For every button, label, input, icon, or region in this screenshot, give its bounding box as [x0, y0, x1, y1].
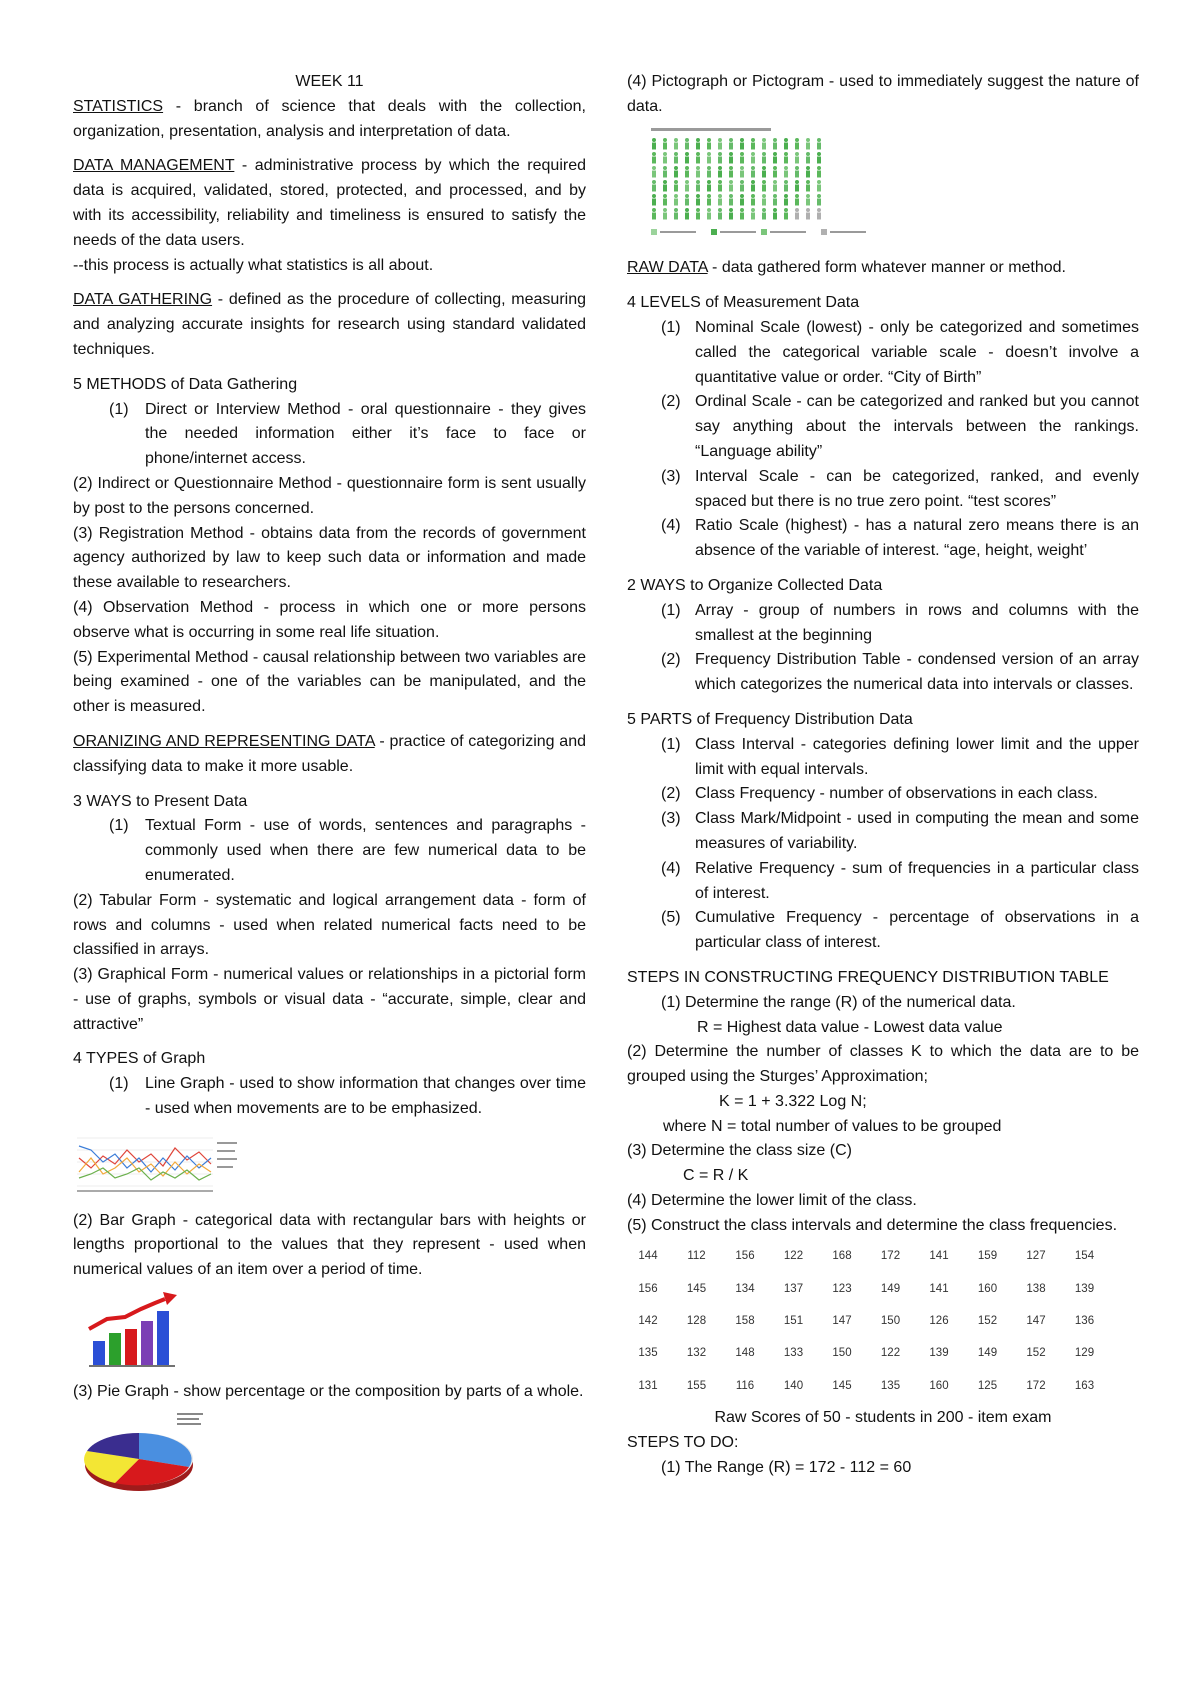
person-icon	[817, 166, 821, 178]
list-text: Registration Method - obtains data from the records of government agency authorized by law to keep such data or information and made these available to researchers.	[73, 524, 586, 592]
legend-label-bar	[660, 231, 696, 233]
person-icon	[718, 194, 722, 206]
list-text: Experimental Method - causal relationship between two variables are being examined - one of the variables can be manipulated, and the other is measured.	[73, 648, 586, 716]
legend-label-bar	[720, 231, 756, 233]
list-number: (1)	[661, 318, 681, 336]
person-icon	[707, 152, 711, 164]
scores-row	[631, 1305, 1139, 1337]
person-icon	[817, 180, 821, 192]
score-cell: 133	[783, 1347, 804, 1360]
person-icon	[762, 208, 766, 220]
person-icon	[817, 208, 821, 220]
score-cell: 125	[977, 1379, 998, 1392]
list-number: (1)	[109, 817, 129, 835]
list-text: Bar Graph - categorical data with rectangular bars with heights or lengths proportional to the values that they represent - used when numerical values of an item over a period of time.	[73, 1211, 587, 1279]
person-icon	[740, 208, 744, 220]
score-cell: 156	[735, 1250, 755, 1263]
score-cell: 116	[735, 1379, 755, 1392]
person-icon	[652, 208, 656, 220]
list-item	[73, 522, 586, 596]
person-icon	[817, 138, 821, 150]
list-number: (1)	[661, 601, 681, 619]
legend-label-bar	[770, 231, 806, 233]
list-text: Nominal Scale (lowest) - only be categorized and sometimes called the categorical variable scale - doesn’t involve a quantitative value or order. “City of Birth”	[695, 318, 1139, 386]
scores-row	[631, 1241, 1139, 1273]
list-item	[627, 733, 1139, 783]
person-icon	[817, 152, 821, 164]
person-icon	[729, 138, 733, 150]
step-2-formula: K = 1 + 3.322 Log N;	[719, 1092, 867, 1110]
list-text: Cumulative Frequency - percentage of observations in a particular class of interest.	[695, 909, 1139, 952]
list-text: Ordinal Scale - can be categorized and ranked but you cannot say anything about the intervals between the rankings. “Language ability”	[695, 393, 1139, 460]
statistics-term: STATISTICS	[73, 97, 164, 115]
list-number: (3)	[73, 524, 93, 542]
step-1: (1) Determine the range (R) of the numerical data.	[661, 993, 1016, 1011]
score-cell: 129	[1074, 1347, 1095, 1360]
legend-label-bar	[830, 231, 866, 233]
legend-swatch	[761, 229, 767, 235]
list-text: Relative Frequency - sum of frequencies in a particular class of interest.	[695, 859, 1139, 902]
list-number: (1)	[109, 1075, 129, 1093]
person-icon	[795, 152, 799, 164]
person-icon	[663, 152, 667, 164]
list-number: (5)	[73, 648, 93, 666]
person-icon	[685, 152, 689, 164]
list-item	[627, 316, 1139, 390]
list-item	[73, 596, 586, 646]
score-cell: 136	[1074, 1315, 1095, 1328]
organize-heading: 2 WAYS to Organize Collected Data	[627, 576, 883, 594]
right-column	[627, 70, 1139, 1481]
list-text: Textual Form - use of words, sentences and paragraphs - commonly used when there are few numerical data to be enumerated.	[145, 817, 586, 884]
range-result: (1) The Range (R) = 172 - 112 = 60	[661, 1458, 912, 1476]
list-text: Ratio Scale (highest) - has a natural zero means there is an absence of the variable of interest. “age, height, weight’	[695, 517, 1139, 560]
person-icon	[740, 194, 744, 206]
score-cell: 127	[1026, 1250, 1046, 1263]
steps-to-do: STEPS TO DO:	[627, 1433, 739, 1451]
list-number: (4)	[661, 517, 681, 535]
score-cell: 145	[832, 1379, 852, 1392]
person-icon	[652, 152, 656, 164]
person-icon	[663, 180, 667, 192]
score-cell: 158	[735, 1315, 755, 1328]
score-cell: 148	[735, 1347, 755, 1360]
list-item	[627, 648, 1139, 698]
person-icon	[729, 180, 733, 192]
person-icon	[795, 208, 799, 220]
person-icon	[773, 138, 777, 150]
person-icon	[707, 208, 711, 220]
list-item	[627, 782, 1139, 807]
score-cell: 139	[929, 1347, 949, 1360]
score-cell: 160	[977, 1282, 998, 1295]
step-3: (3) Determine the class size (C)	[627, 1142, 852, 1160]
scores-row	[631, 1370, 1139, 1402]
list-text: Direct or Interview Method - oral questionnaire - they gives the needed information either it’s face to face or phone/internet access.	[145, 400, 586, 468]
person-icon	[696, 152, 700, 164]
person-icon	[696, 208, 700, 220]
score-cell: 112	[687, 1250, 706, 1263]
list-item	[73, 1209, 586, 1283]
list-text: Tabular Form - systematic and logical arrangement data - form of rows and columns - used when related numerical facts need to be classified in arrays.	[73, 891, 586, 959]
pie-graph-image	[77, 1411, 586, 1506]
list-text: Interval Scale - can be categorized, ranked, and evenly spaced but there is no true zero point. “test scores”	[695, 467, 1139, 510]
person-icon	[751, 208, 755, 220]
person-icon	[685, 180, 689, 192]
score-cell: 163	[1074, 1379, 1095, 1392]
person-icon	[773, 166, 777, 178]
list-number: (4)	[661, 859, 681, 877]
list-number: (3)	[661, 810, 681, 828]
person-icon	[729, 194, 733, 206]
data-management-definition	[73, 154, 586, 253]
person-icon	[674, 138, 678, 150]
person-icon	[718, 180, 722, 192]
step-3-formula: C = R / K	[683, 1167, 749, 1185]
list-text: Indirect or Questionnaire Method - questionnaire form is sent usually by post to the persons concerned.	[73, 474, 586, 517]
list-item	[627, 906, 1139, 956]
person-icon	[707, 166, 711, 178]
list-item	[627, 390, 1139, 464]
person-icon	[685, 138, 689, 150]
person-icon	[696, 194, 700, 206]
person-icon	[685, 166, 689, 178]
person-icon	[718, 138, 722, 150]
score-cell: 152	[1026, 1347, 1046, 1360]
person-icon	[652, 138, 656, 150]
person-icon	[740, 166, 744, 178]
score-cell: 172	[1026, 1379, 1046, 1392]
person-icon	[718, 152, 722, 164]
person-icon	[718, 208, 722, 220]
person-icon	[773, 180, 777, 192]
raw-data-text: - data gathered form whatever manner or method.	[707, 259, 1066, 277]
score-cell: 150	[832, 1347, 852, 1360]
person-icon	[663, 194, 667, 206]
person-icon	[806, 208, 810, 220]
person-icon	[696, 166, 700, 178]
list-number: (3)	[661, 467, 681, 485]
data-management-term: DATA MANAGEMENT	[73, 157, 235, 175]
score-cell: 122	[880, 1347, 901, 1360]
person-icon	[696, 180, 700, 192]
list-text: Observation Method - process in which one or more persons observe what is occurring in some real life situation.	[73, 598, 586, 641]
present-heading: 3 WAYS to Present Data	[73, 792, 248, 810]
list-item	[627, 465, 1139, 515]
person-icon	[729, 166, 733, 178]
score-cell: 123	[832, 1282, 852, 1295]
score-cell: 137	[783, 1282, 804, 1295]
list-number: (2)	[661, 393, 681, 411]
list-item	[73, 398, 586, 472]
list-number: (1)	[661, 735, 681, 753]
score-cell: 142	[638, 1315, 658, 1328]
score-cell: 138	[1026, 1282, 1046, 1295]
scores-caption: Raw Scores of 50 - students in 200 - item exam	[714, 1409, 1052, 1427]
organizing-text: - practice of categorizing and classifying data to make it more usable.	[73, 732, 587, 775]
line-graph-image	[73, 1128, 586, 1207]
person-icon	[795, 166, 799, 178]
data-management-note: --this process is actually what statistics is all about.	[73, 256, 434, 274]
data-management-text: - administrative process by which the required data is acquired, validated, stored, protected, and processed, and by with its accessibility, reliability and timeliness is ensured to satisfy the needs of the data users.	[73, 157, 587, 249]
list-item	[73, 889, 586, 963]
list-number: (1)	[109, 400, 129, 418]
raw-scores-grid	[631, 1241, 1139, 1402]
list-text: Class Frequency - number of observations in each class.	[695, 785, 1098, 803]
person-icon	[663, 208, 667, 220]
statistics-definition	[73, 95, 586, 145]
person-icon	[740, 138, 744, 150]
pictograph-item	[627, 70, 1139, 120]
person-icon	[806, 180, 810, 192]
list-item	[627, 807, 1139, 857]
person-icon	[751, 138, 755, 150]
list-item	[73, 1072, 586, 1122]
person-icon	[707, 138, 711, 150]
list-text: Class Interval - categories defining lower limit and the upper limit with equal intervals.	[695, 735, 1139, 778]
list-number: (2)	[73, 1211, 93, 1229]
person-icon	[652, 180, 656, 192]
score-cell: 131	[638, 1379, 658, 1392]
step-2: (2) Determine the number of classes K to which the data are to be grouped using the Sturges’ Approximation;	[627, 1043, 1139, 1086]
person-icon	[674, 180, 678, 192]
list-number: (4)	[73, 598, 93, 616]
score-cell: 147	[1026, 1315, 1046, 1328]
score-cell: 150	[880, 1315, 901, 1328]
person-icon	[707, 180, 711, 192]
person-icon	[729, 208, 733, 220]
levels-heading: 4 LEVELS of Measurement Data	[627, 294, 860, 312]
list-text: Array - group of numbers in rows and columns with the smallest at the beginning	[695, 601, 1139, 644]
score-cell: 168	[832, 1250, 852, 1263]
person-icon	[806, 138, 810, 150]
list-item	[627, 514, 1139, 564]
organizing-definition	[73, 730, 586, 780]
person-icon	[817, 194, 821, 206]
person-icon	[773, 152, 777, 164]
person-icon	[784, 194, 788, 206]
list-item	[73, 646, 586, 720]
score-cell: 126	[929, 1315, 949, 1328]
legend-swatch	[711, 229, 717, 235]
list-text: Frequency Distribution Table - condensed version of an array which categorizes the numerical data into intervals or classes.	[695, 651, 1139, 694]
person-icon	[784, 138, 788, 150]
person-icon	[685, 194, 689, 206]
score-cell: 160	[929, 1379, 949, 1392]
person-icon	[795, 180, 799, 192]
list-item	[73, 814, 586, 888]
bar-graph-image	[85, 1289, 586, 1378]
score-cell: 149	[880, 1282, 901, 1295]
score-cell: 155	[686, 1379, 707, 1392]
person-icon	[773, 194, 777, 206]
score-cell: 135	[880, 1379, 901, 1392]
person-icon	[762, 180, 766, 192]
score-cell: 134	[735, 1282, 755, 1295]
data-gathering-definition	[73, 288, 586, 362]
person-icon	[696, 138, 700, 150]
list-number: (3)	[73, 966, 93, 984]
score-cell: 139	[1074, 1282, 1095, 1295]
person-icon	[718, 166, 722, 178]
list-number: (3)	[73, 1382, 93, 1400]
score-cell: 122	[783, 1250, 804, 1263]
person-icon	[674, 194, 678, 206]
person-icon	[652, 166, 656, 178]
list-text: Class Mark/Midpoint - used in computing the mean and some measures of variability.	[695, 810, 1139, 852]
person-icon	[806, 166, 810, 178]
person-icon	[674, 166, 678, 178]
person-icon	[806, 194, 810, 206]
person-icon	[784, 152, 788, 164]
legend-swatch	[821, 229, 827, 235]
steps-heading: STEPS IN CONSTRUCTING FREQUENCY DISTRIBUTION TABLE	[627, 968, 1109, 986]
score-cell: 154	[1074, 1250, 1095, 1263]
person-icon	[663, 138, 667, 150]
step-2-where: where N = total number of values to be grouped	[663, 1117, 1002, 1135]
person-icon	[751, 152, 755, 164]
score-cell: 132	[686, 1347, 707, 1360]
score-cell: 159	[977, 1250, 998, 1263]
scores-row	[631, 1338, 1139, 1370]
person-icon	[762, 194, 766, 206]
data-gathering-term: DATA GATHERING	[73, 291, 213, 309]
person-icon	[773, 208, 777, 220]
list-text: Graphical Form - numerical values or relationships in a pictorial form - use of graphs, symbols or visual data - “accurate, simple, clear and attractive”	[73, 966, 587, 1033]
score-cell: 144	[638, 1250, 658, 1263]
person-icon	[784, 180, 788, 192]
score-cell: 128	[686, 1315, 707, 1328]
legend-swatch	[651, 229, 657, 235]
step-1-formula: R = Highest data value - Lowest data value	[697, 1018, 1003, 1036]
list-text: Pictograph or Pictogram - used to immediately suggest the nature of data.	[627, 73, 1139, 115]
list-number: (2)	[661, 651, 681, 669]
raw-data-definition	[627, 256, 1139, 281]
person-icon	[784, 166, 788, 178]
person-icon	[751, 180, 755, 192]
step-5: (5) Construct the class intervals and determine the class frequencies.	[627, 1216, 1118, 1234]
person-icon	[740, 180, 744, 192]
person-icon	[762, 152, 766, 164]
score-cell: 141	[929, 1282, 949, 1295]
statistics-text: - branch of science that deals with the collection, organization, presentation, analysis and interpretation of data.	[73, 97, 586, 140]
person-icon	[663, 166, 667, 178]
score-cell: 156	[638, 1282, 658, 1295]
list-number: (2)	[73, 891, 93, 909]
person-icon	[674, 208, 678, 220]
person-icon	[795, 138, 799, 150]
list-text: Line Graph - used to show information that changes over time - used when movements are to be emphasized.	[145, 1075, 586, 1118]
methods-heading: 5 METHODS of Data Gathering	[73, 375, 298, 393]
week-title: WEEK 11	[295, 73, 364, 90]
data-gathering-text: - defined as the procedure of collecting, measuring and analyzing accurate insights for research using standard validated techniques.	[73, 291, 586, 358]
parts-heading: 5 PARTS of Frequency Distribution Data	[627, 710, 913, 728]
raw-data-term: RAW DATA	[627, 259, 708, 277]
list-item	[73, 963, 586, 1037]
person-icon	[762, 138, 766, 150]
person-icon	[740, 152, 744, 164]
list-number: (2)	[73, 474, 93, 492]
list-number: (4)	[627, 73, 647, 90]
score-cell: 147	[832, 1315, 852, 1328]
person-icon	[751, 166, 755, 178]
pictograph-title-bar	[651, 128, 771, 131]
score-cell: 172	[880, 1250, 901, 1263]
person-icon	[674, 152, 678, 164]
person-icon	[751, 194, 755, 206]
list-item	[627, 599, 1139, 649]
list-number: (5)	[661, 909, 681, 927]
person-icon	[652, 194, 656, 206]
person-icon	[707, 194, 711, 206]
person-icon	[784, 208, 788, 220]
list-item	[73, 472, 586, 522]
score-cell: 151	[783, 1315, 804, 1328]
score-cell: 145	[686, 1282, 707, 1295]
list-text: Pie Graph - show percentage or the composition by parts of a whole.	[97, 1382, 584, 1400]
list-item	[73, 1380, 586, 1405]
person-icon	[762, 166, 766, 178]
score-cell: 152	[977, 1315, 998, 1328]
person-icon	[795, 194, 799, 206]
score-cell: 141	[929, 1250, 949, 1263]
person-icon	[729, 152, 733, 164]
left-column	[73, 70, 586, 1507]
graph-heading: 4 TYPES of Graph	[73, 1050, 206, 1068]
score-cell: 140	[783, 1379, 804, 1392]
person-icon	[685, 208, 689, 220]
step-4: (4) Determine the lower limit of the class.	[627, 1192, 917, 1210]
score-cell: 135	[638, 1347, 658, 1360]
pictograph-image	[627, 126, 1139, 247]
list-item	[627, 857, 1139, 907]
person-icon	[806, 152, 810, 164]
list-number: (2)	[661, 785, 681, 803]
score-cell: 149	[977, 1347, 998, 1360]
organizing-term: ORANIZING AND REPRESENTING DATA	[73, 732, 375, 750]
scores-row	[631, 1273, 1139, 1305]
